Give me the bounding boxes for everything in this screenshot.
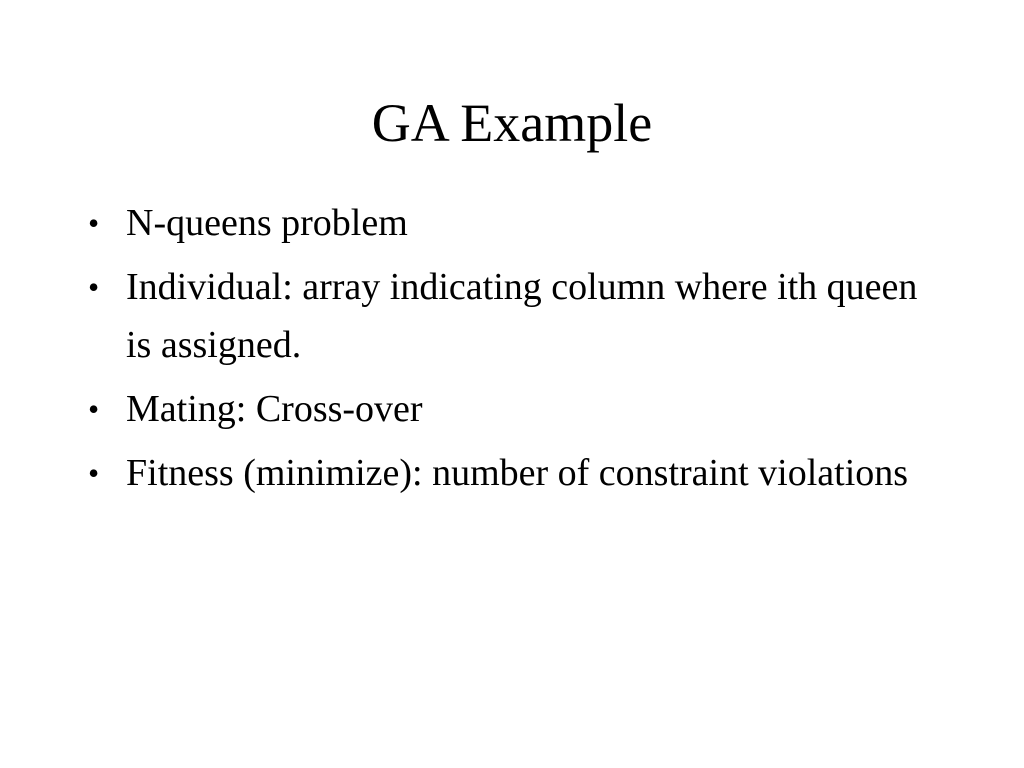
bullet-item-individual xyxy=(88,258,928,374)
bullet-text: N-queens problem xyxy=(126,202,408,244)
bullet-list xyxy=(88,194,928,508)
bullet-text: Individual: array indicating column where ith queen is assigned. xyxy=(126,266,918,366)
slide-title: GA Example xyxy=(371,93,653,153)
bullet-point-icon: • xyxy=(88,391,100,427)
bullet-text: Mating: Cross-over xyxy=(126,388,423,430)
bullet-item-fitness xyxy=(88,444,928,502)
bullet-point-icon: • xyxy=(88,205,100,241)
bullet-text: Fitness (minimize): number of constraint violations xyxy=(126,452,909,494)
bullet-point-icon: • xyxy=(88,455,100,491)
bullet-item-mating xyxy=(88,380,928,438)
bullet-point-icon: • xyxy=(88,269,100,305)
bullet-item-n-queens xyxy=(88,194,928,252)
